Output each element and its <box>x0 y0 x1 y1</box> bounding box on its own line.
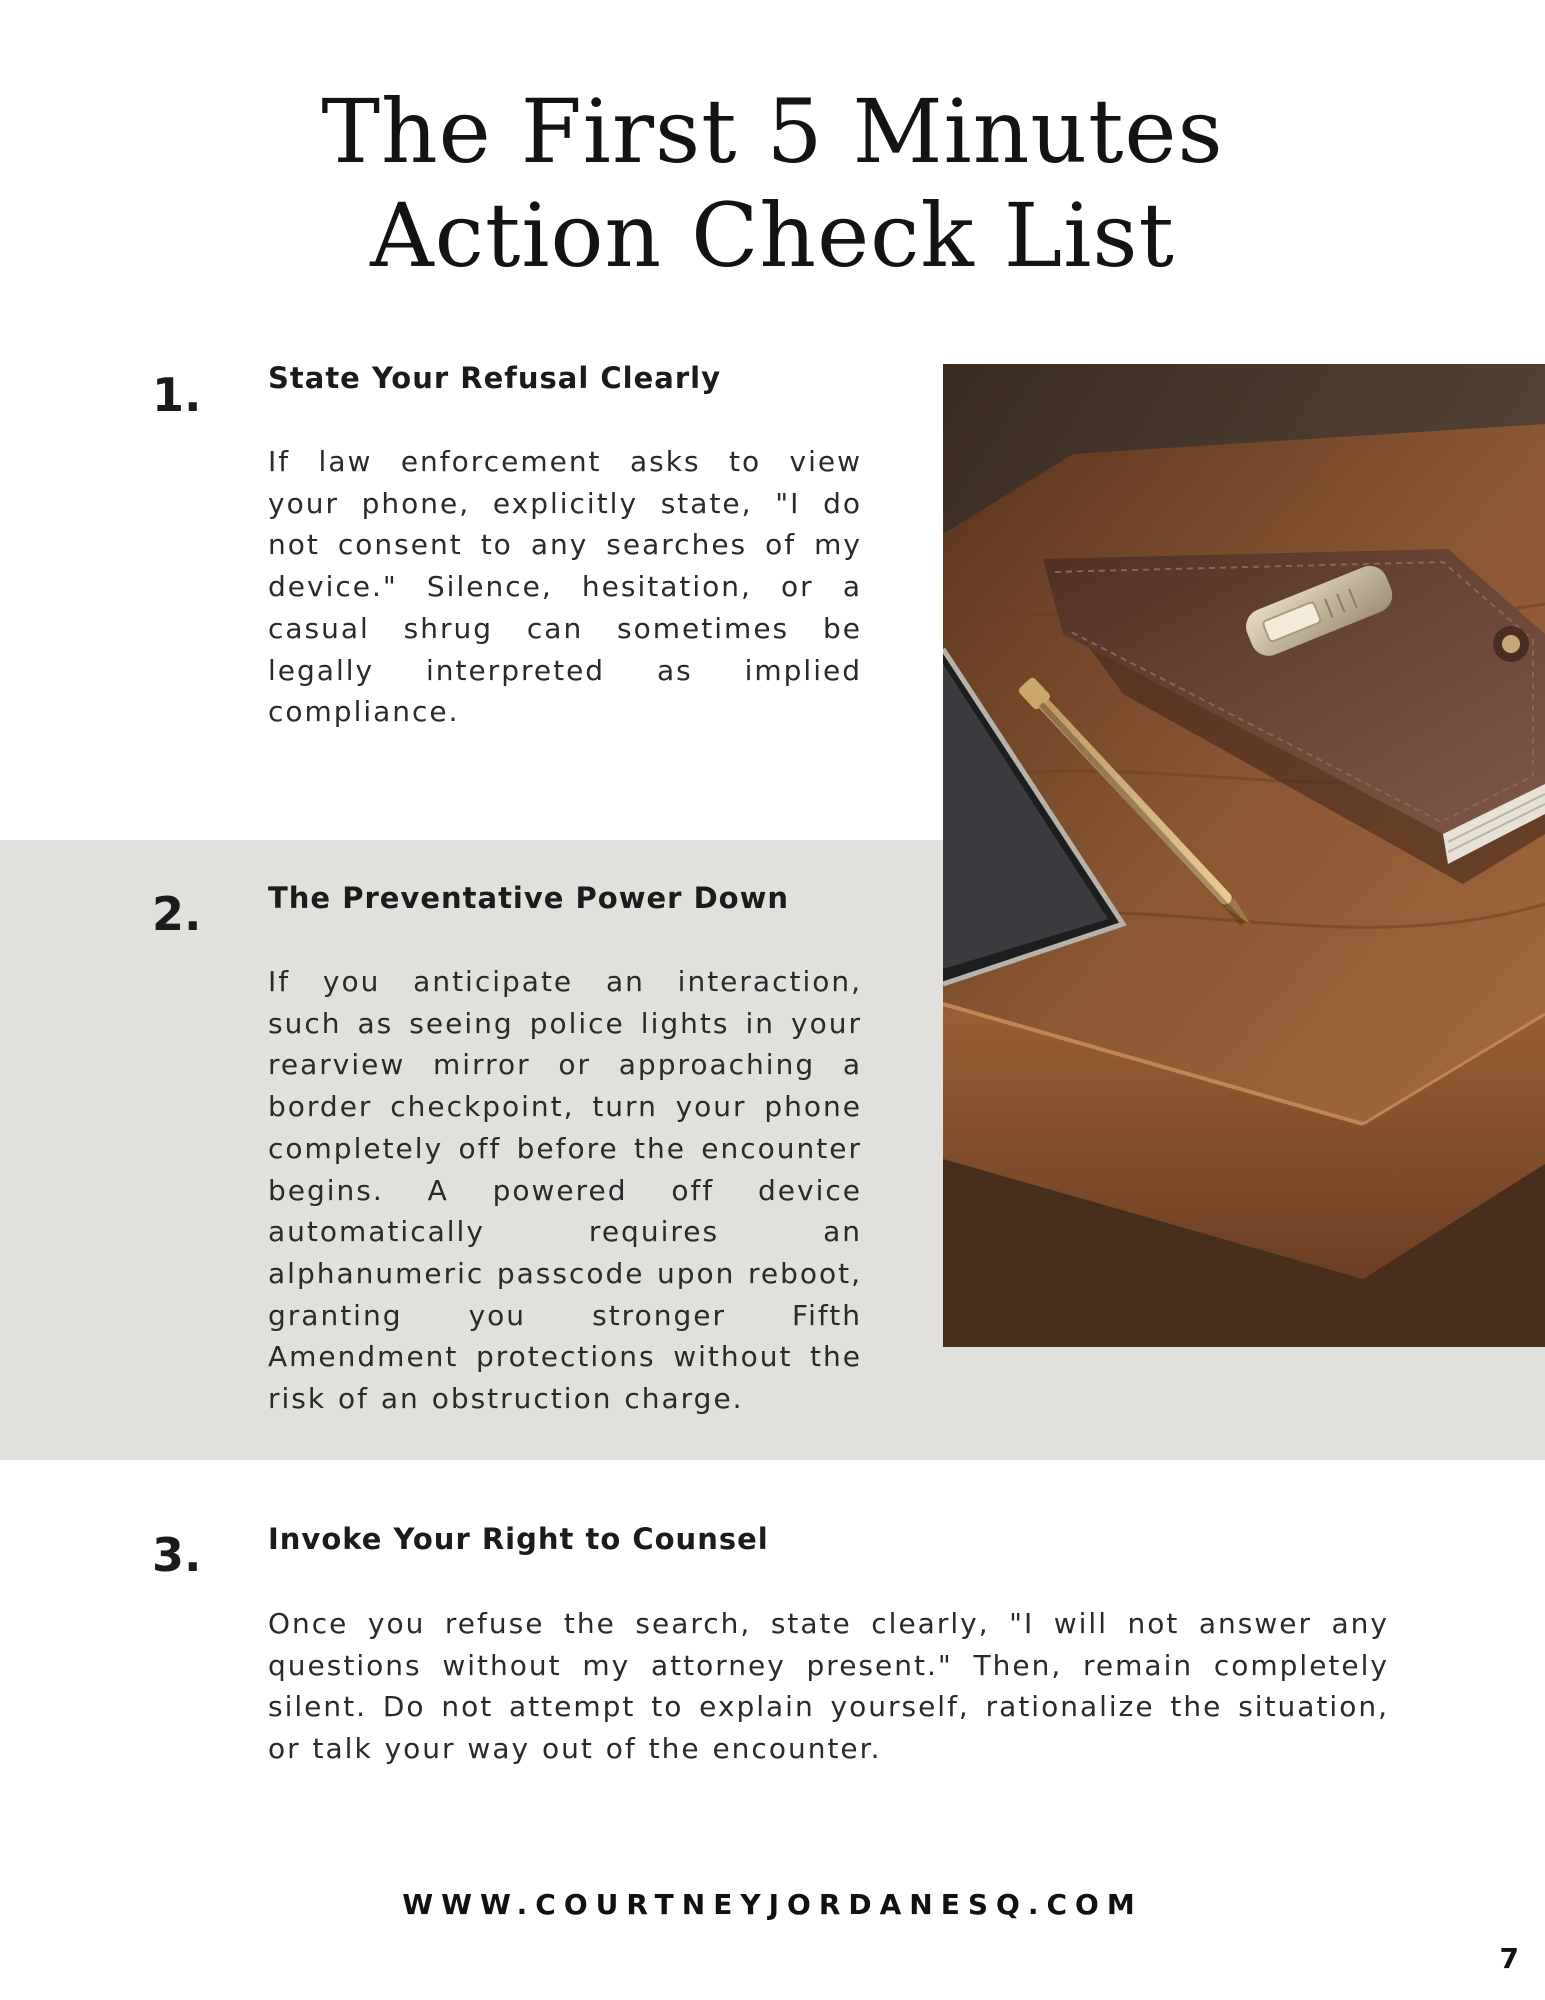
item-2-heading: The Preventative Power Down <box>268 881 790 915</box>
item-3-heading: Invoke Your Right to Counsel <box>268 1522 769 1556</box>
website-link[interactable]: WWW.COURTNEYJORDANESQ.COM <box>402 1888 1143 1921</box>
item-2-body: If you anticipate an interaction, such as seeing police lights in your rearview mirror or approaching a border checkpoint, turn your phone completely off before the encounter begins. A powered off device automatically requires an alphanumeric passcode upon reboot, granting you stronger Fifth Amendment protections without the risk of an obstruction charge. <box>268 965 862 1416</box>
desk-photo <box>943 364 1545 1347</box>
desk-photo-illustration <box>943 364 1545 1347</box>
item-1-heading: State Your Refusal Clearly <box>268 361 721 395</box>
page-title-line-2: Action Check List <box>370 184 1175 287</box>
item-2-number: 2. <box>152 887 202 941</box>
page-title-line-1: The First 5 Minutes <box>321 80 1224 183</box>
item-3-body: Once you refuse the search, state clearly, "I will not answer any questions without my attorney present." Then, remain completely silent. Do not attempt to explain yourself, rationalize the situation, or talk your way out of the encounter. <box>268 1607 1389 1766</box>
item-3-number: 3. <box>152 1528 202 1582</box>
item-1-body: If law enforcement asks to view your phone, explicitly state, "I do not consent to any searches of my device." Silence, hesitation, or a casual shrug can sometimes be legally interpreted as implied compliance. <box>268 445 862 729</box>
page-title <box>0 80 1545 288</box>
page-number: 7 <box>1499 1942 1519 1975</box>
item-1-number: 1. <box>152 368 202 422</box>
